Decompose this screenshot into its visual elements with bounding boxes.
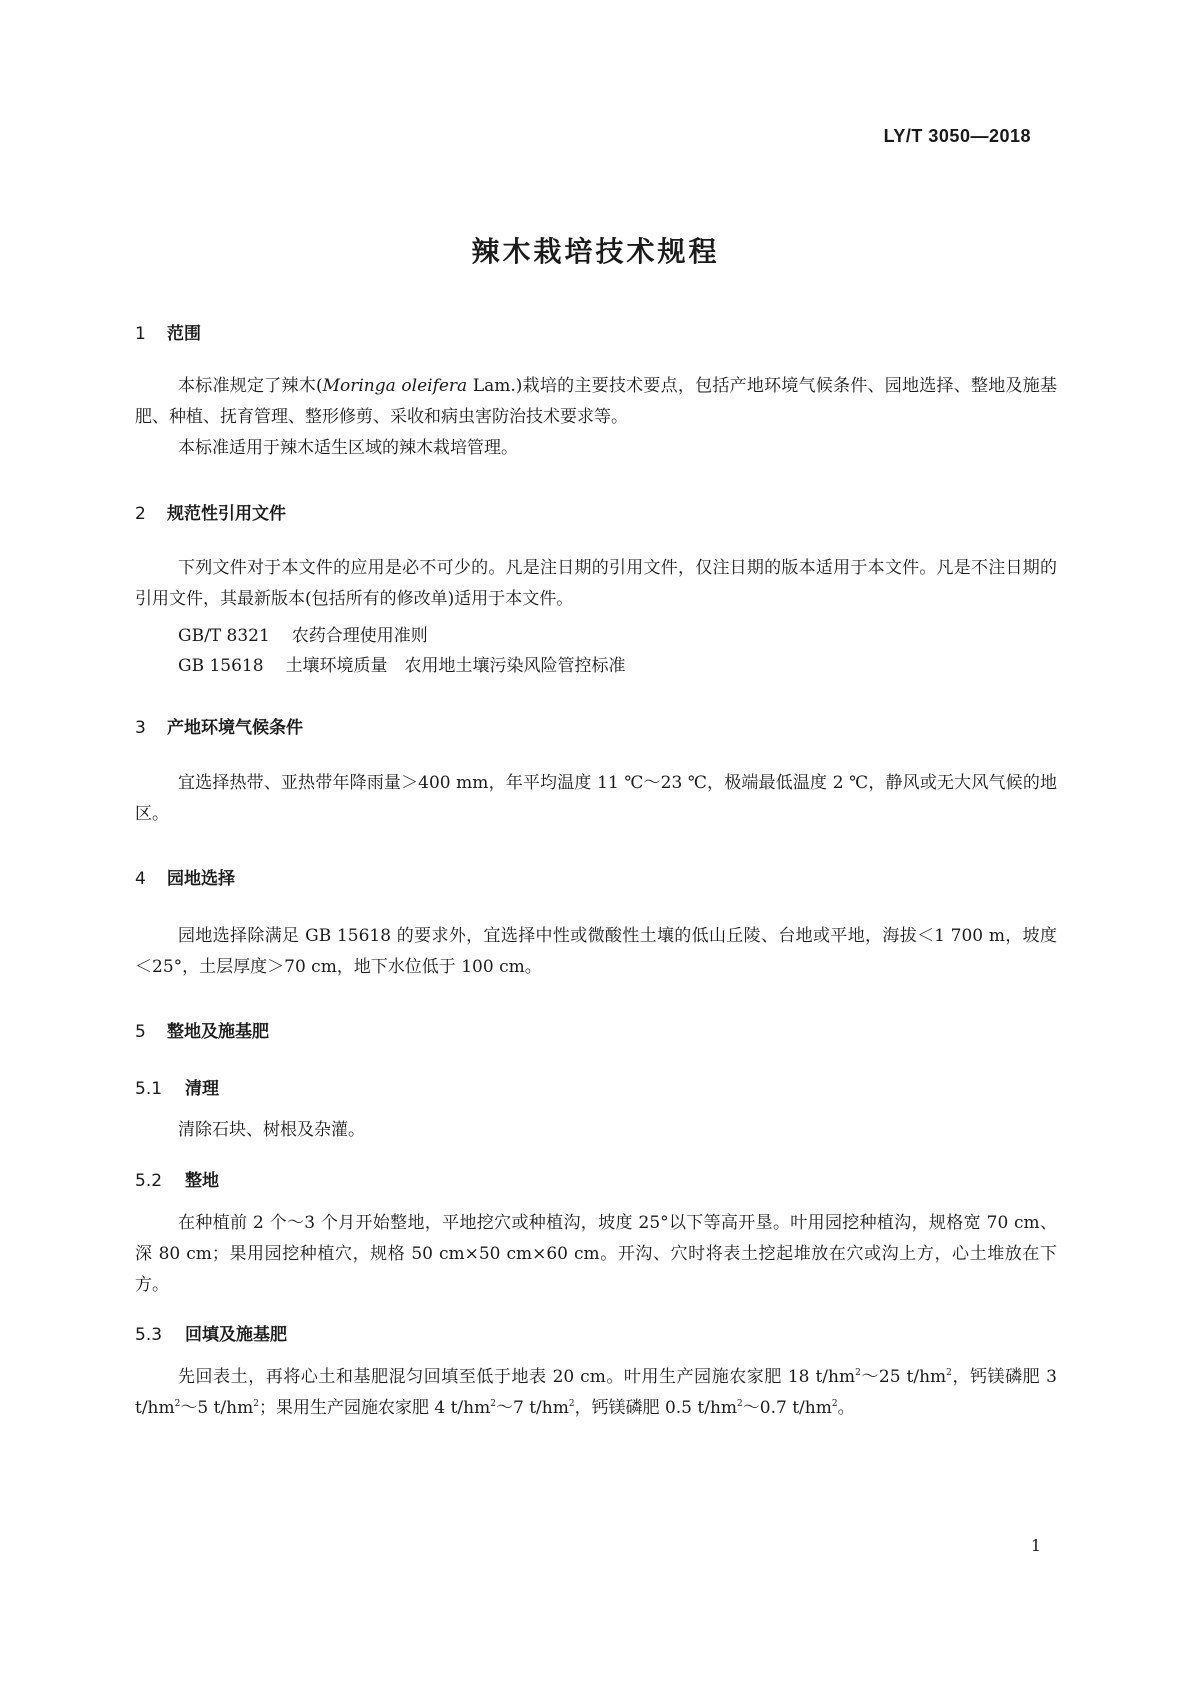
section-2-paragraph-1: 下列文件对于本文件的应用是必不可少的。凡是注日期的引用文件，仅注日期的版本适用于本文件。凡是不注日期的引用文件，其最新版本(包括所有的修改单)适用于本文件。 [135,558,1057,609]
text: ～7 t/hm [495,1398,569,1418]
subsection-number: 5.2 [135,1171,163,1191]
section-title: 园地选择 [167,869,235,889]
text: ；果用生产园施农家肥 4 t/hm [258,1398,491,1418]
latin-name: Moringa oleifera [322,376,468,396]
section-1-paragraph-2: 本标准适用于辣木适生区域的辣木栽培管理。 [178,438,518,458]
superscript: 2 [946,1368,952,1378]
reference-code: GB/T 8321 [178,626,270,646]
subsection-5-1-paragraph: 清除石块、树根及杂灌。 [178,1120,365,1140]
section-number: 5 [135,1022,146,1042]
reference-item [178,651,626,676]
text: 。 [837,1398,855,1418]
section-4-heading [135,864,235,889]
subsection-5-3-heading [135,1320,287,1345]
subsection-title: 清理 [185,1079,219,1099]
section-3-paragraph-1: 宜选择热带、亚热带年降雨量＞400 mm，年平均温度 11 ℃～23 ℃，极端最低温度 2 ℃，静风或无大风气候的地区。 [135,773,1057,824]
standard-code: LY/T 3050—2018 [883,126,1031,146]
document-title: 辣木栽培技术规程 [471,235,720,268]
subsection-title: 回填及施基肥 [185,1325,287,1345]
superscript: 2 [568,1399,575,1409]
superscript: 2 [831,1399,838,1409]
text: ，钙镁磷肥 0.5 t/hm [574,1398,738,1418]
section-4-paragraph-1: 园地选择除满足 GB 15618 的要求外，宜选择中性或微酸性土壤的低山丘陵、台地或平地，海拔＜1 700 m，坡度＜25°，土层厚度＞70 cm，地下水位低于 100 cm。 [135,926,1057,977]
reference-item [178,621,428,646]
section-title: 规范性引用文件 [167,504,286,524]
section-title: 整地及施基肥 [167,1022,269,1042]
section-number: 3 [135,718,146,738]
subsection-5-1-heading [135,1074,219,1099]
page-number: 1 [1030,1536,1041,1555]
section-2-heading [135,499,286,524]
section-number: 1 [135,324,146,344]
text: ～0.7 t/hm [742,1398,832,1418]
superscript: 2 [174,1399,181,1409]
section-3-heading [135,713,303,738]
superscript: 2 [855,1368,861,1378]
section-title: 范围 [167,324,201,344]
subsection-5-2-paragraph: 在种植前 2 个～3 个月开始整地，平地挖穴或种植沟，坡度 25°以下等高开垦。叶用园挖种植沟，规格宽 70 cm、深 80 cm；果用园挖种植穴，规格 50 cm×50 cm×60 cm。开沟、穴时将表土挖起堆放在穴或沟上方，心土堆放在下方。 [135,1213,1057,1295]
text: ～5 t/hm [180,1398,254,1418]
section-title: 产地环境气候条件 [167,718,303,738]
text: 本标准规定了辣木( [178,376,323,396]
text: ～25 t/hm [860,1367,947,1387]
superscript: 2 [737,1399,743,1409]
text: 先回表土，再将心土和基肥混匀回填至低于地表 20 cm。叶用生产园施农家肥 18 t/hm [178,1367,856,1387]
subsection-5-3-paragraph [135,1362,1057,1424]
text: ，钙镁磷肥 3 t/hm [135,1367,1057,1418]
section-number: 4 [135,869,146,889]
section-1-heading [135,319,201,344]
section-1-paragraph-1 [135,371,1057,433]
superscript: 2 [490,1399,496,1409]
section-number: 2 [135,504,146,524]
subsection-5-2-heading [135,1166,219,1191]
text: Lam.)栽培的主要技术要点，包括产地环境气候条件、园地选择、整地及施基肥、种植、抚育管理、整形修剪、采收和病虫害防治技术要求等。 [135,376,1058,427]
reference-name: 土壤环境质量 农用地土壤污染风险管控标准 [285,656,626,676]
reference-name: 农药合理使用准则 [291,626,428,646]
section-5-heading [135,1017,269,1042]
superscript: 2 [253,1399,259,1409]
subsection-title: 整地 [185,1171,219,1191]
reference-code: GB 15618 [178,656,264,676]
subsection-number: 5.3 [135,1325,163,1345]
subsection-number: 5.1 [135,1079,163,1099]
